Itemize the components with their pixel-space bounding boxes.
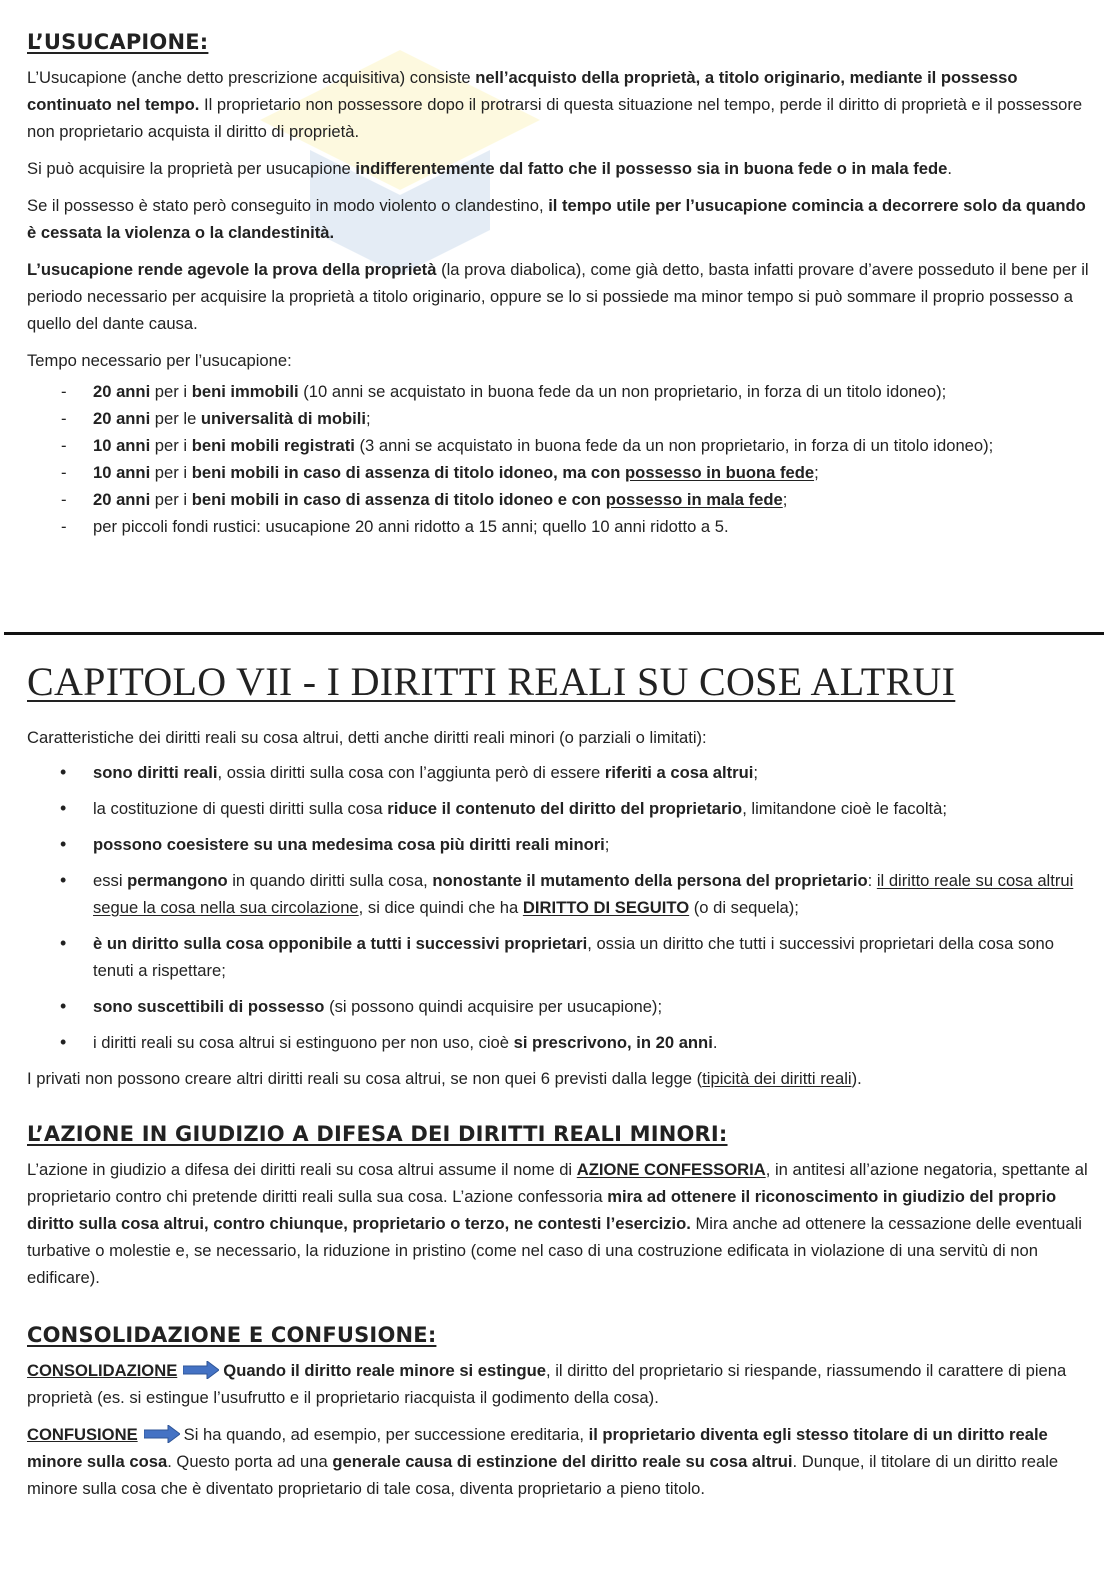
text: (o di sequela); — [689, 898, 799, 917]
list-item — [27, 993, 1089, 1020]
bold-text: 20 anni — [93, 409, 151, 428]
text: i diritti reali su cosa altrui si estinguono per non uso, cioè — [93, 1033, 514, 1052]
text: (10 anni se acquistato in buona fede da un non proprietario, in forza di un titolo idoneo); — [298, 382, 947, 401]
text: per i — [150, 382, 192, 401]
bold-text: indifferentemente dal fatto che il possesso sia in buona fede o in mala fede — [355, 159, 948, 178]
list-item — [27, 930, 1089, 984]
chapter-title: CAPITOLO VII - I DIRITTI REALI SU COSE ALTRUI — [27, 659, 956, 704]
underlined-text: possesso in mala fede — [605, 490, 783, 509]
bold-text: beni immobili — [191, 382, 299, 401]
bold-text: possono coesistere su una medesima cosa più diritti reali minori — [93, 835, 605, 854]
bold-text: si prescrivono, in 20 anni — [513, 1033, 713, 1052]
list-item — [27, 831, 1089, 858]
bold-text: L’usucapione rende agevole la prova della proprietà — [27, 260, 437, 279]
text: Si ha quando, ad esempio, per successione ereditaria, — [183, 1425, 589, 1444]
text: (la prova diabolica), come già detto, basta infatti provare d’avere posseduto il bene per il periodo necessario per acquisire la proprietà a titolo originario, oppure se lo si possiede ma minor tempo si può sommare il proprio possesso a quello del dante causa. — [27, 260, 1089, 333]
confusione-term: CONFUSIONE — [27, 1425, 138, 1444]
bold-text: beni mobili in caso di assenza di titolo idoneo e con — [191, 490, 606, 509]
text: ; — [753, 763, 758, 782]
text: , ossia un diritto che tutti i successivi proprietari della cosa sono tenuti a rispettare; — [93, 934, 1054, 980]
section-title-azione: L’AZIONE IN GIUDIZIO A DIFESA DEI DIRITTI REALI MINORI: — [27, 1122, 728, 1146]
text: la costituzione di questi diritti sulla cosa — [93, 799, 388, 818]
list-item — [27, 432, 1089, 459]
paragraph-consolidazione — [27, 1357, 1089, 1411]
text: per i — [150, 436, 192, 455]
capitolo-section — [27, 724, 1089, 1512]
bold-text: 10 anni — [93, 463, 151, 482]
text: L’azione in giudizio a difesa dei diritti reali su cosa altrui assume il nome di — [27, 1160, 577, 1179]
bold-text: beni mobili registrati — [191, 436, 355, 455]
text: per piccoli fondi rustici: usucapione 20 anni ridotto a 15 anni; quello 10 anni ridotto a 5. — [93, 517, 729, 536]
text: per i — [150, 463, 192, 482]
bold-text: universalità di mobili — [200, 409, 366, 428]
text: essi — [93, 871, 128, 890]
horizontal-divider — [4, 632, 1104, 635]
text: ; — [814, 463, 819, 482]
underlined-text: tipicità dei diritti reali — [702, 1069, 852, 1088]
paragraph-privati — [27, 1065, 1089, 1092]
paragraph — [27, 192, 1089, 246]
section-title-consolidazione: CONSOLIDAZIONE E CONFUSIONE: — [27, 1323, 437, 1347]
text: per le — [150, 409, 201, 428]
paragraph-azione — [27, 1156, 1089, 1291]
text: (3 anni se acquistato in buona fede da un non proprietario, in forza di un titolo idoneo); — [354, 436, 994, 455]
text: ). — [851, 1069, 862, 1088]
bold-text: il proprietario diventa egli stesso titolare di un diritto reale minore sulla cosa — [27, 1425, 1048, 1471]
text: , il diritto del proprietario si riespande, riassumendo il carattere di piena proprietà (es. si estingue l’usufrutto e il proprietario riacquista il godimento della cosa). — [27, 1361, 1067, 1407]
bold-text: generale causa di estinzione del diritto reale su cosa altrui — [332, 1452, 793, 1471]
list-item — [27, 459, 1089, 486]
text: . — [712, 1033, 718, 1052]
usucapione-section — [27, 30, 1089, 540]
text: . — [947, 159, 953, 178]
tempo-label: Tempo necessario per l’usucapione: — [27, 351, 292, 370]
list-item — [27, 1029, 1089, 1056]
list-item — [27, 486, 1089, 513]
bold-text: riduce il contenuto del diritto del proprietario — [387, 799, 743, 818]
azione-confessoria-term: AZIONE CONFESSORIA — [576, 1160, 766, 1179]
text: in quando diritti sulla cosa, — [227, 871, 433, 890]
paragraph — [27, 64, 1089, 145]
bold-text: riferiti a cosa altrui — [604, 763, 754, 782]
text: , ossia diritti sulla cosa con l’aggiunta però di essere — [217, 763, 605, 782]
list-item — [27, 867, 1089, 921]
capitolo-intro: Caratteristiche dei diritti reali su cosa altrui, detti anche diritti reali minori (o parziali o limitati): — [27, 728, 707, 747]
bold-text: sono diritti reali — [93, 763, 218, 782]
arrow-right-icon — [144, 1425, 180, 1443]
section-title-usucapione: L’USUCAPIONE: — [27, 30, 209, 54]
bold-text: sono suscettibili di possesso — [93, 997, 325, 1016]
text: (si possono quindi acquisire per usucapione); — [324, 997, 663, 1016]
text: per i — [150, 490, 192, 509]
bold-text: 20 anni — [93, 382, 151, 401]
bold-text: nell’acquisto della proprietà, a titolo originario, mediante il possesso continuato nel tempo. — [27, 68, 1018, 114]
underlined-text: il diritto reale su cosa altrui segue la cosa nella sua circolazione — [93, 871, 1074, 917]
arrow-right-icon — [183, 1361, 219, 1379]
text: Mira anche ad ottenere la cessazione delle eventuali turbative o molestie e, se necessario, la riduzione in pristino (come nel caso di una costruzione edificata in violazione di una servitù di non edificare). — [27, 1214, 1082, 1287]
list-item — [27, 795, 1089, 822]
bold-text: nonostante il mutamento della persona del proprietario — [432, 871, 868, 890]
paragraph — [27, 155, 1089, 182]
underlined-text: possesso in buona fede — [625, 463, 815, 482]
paragraph-confusione — [27, 1421, 1089, 1502]
text: Si può acquisire la proprietà per usucapione — [27, 159, 356, 178]
text: Se il possesso è stato però conseguito in modo violento o clandestino, — [27, 196, 549, 215]
caratteristiche-list — [27, 759, 1089, 1056]
text: L’Usucapione (anche detto prescrizione acquisitiva) consiste — [27, 68, 476, 87]
text: I privati non possono creare altri diritti reali su cosa altrui, se non quei 6 previsti dalla legge ( — [27, 1069, 703, 1088]
list-item — [27, 378, 1089, 405]
paragraph — [27, 256, 1089, 337]
bold-text: 10 anni — [93, 436, 151, 455]
text: , limitandone cioè le facoltà; — [742, 799, 947, 818]
bold-text: il tempo utile per l’usucapione comincia a decorrere solo da quando è cessata la violenza o la clandestinità. — [27, 196, 1086, 242]
bold-text: beni mobili in caso di assenza di titolo idoneo, ma con — [191, 463, 626, 482]
diritto-di-seguito-term: DIRITTO DI SEGUITO — [522, 898, 690, 917]
consolidazione-term: CONSOLIDAZIONE — [27, 1361, 178, 1380]
list-item — [27, 513, 1089, 540]
list-item — [27, 405, 1089, 432]
bold-text: 20 anni — [93, 490, 151, 509]
text: , in antitesi all’azione negatoria, spettante al proprietario contro chi pretende diritti reali sulla sua cosa. L’azione confessoria — [27, 1160, 1088, 1206]
text: ; — [782, 490, 788, 509]
tempo-list — [27, 378, 1089, 540]
bold-text: è un diritto sulla cosa opponibile a tutti i successivi proprietari — [93, 934, 588, 953]
text: ; — [604, 835, 610, 854]
text: , si dice quindi che ha — [358, 898, 523, 917]
bold-text: Quando il diritto reale minore si estingue — [223, 1361, 546, 1380]
text: : — [867, 871, 877, 890]
text: . Questo porta ad una — [167, 1452, 333, 1471]
text: Il proprietario non possessore dopo il protrarsi di questa situazione nel tempo, perde il diritto di proprietà e il possessore non proprietario acquista il diritto di proprietà. — [27, 95, 1083, 141]
text: ; — [365, 409, 371, 428]
list-item — [27, 759, 1089, 786]
bold-text: mira ad ottenere il riconoscimento in giudizio del proprio diritto sulla cosa altrui, contro chiunque, proprietario o terzo, ne contesti l’esercizio. — [27, 1187, 1057, 1233]
text: . Dunque, il titolare di un diritto reale minore sulla cosa che è diventato proprietario di tale cosa, diventa proprietario a pieno titolo. — [27, 1452, 1059, 1498]
bold-text: permangono — [127, 871, 228, 890]
